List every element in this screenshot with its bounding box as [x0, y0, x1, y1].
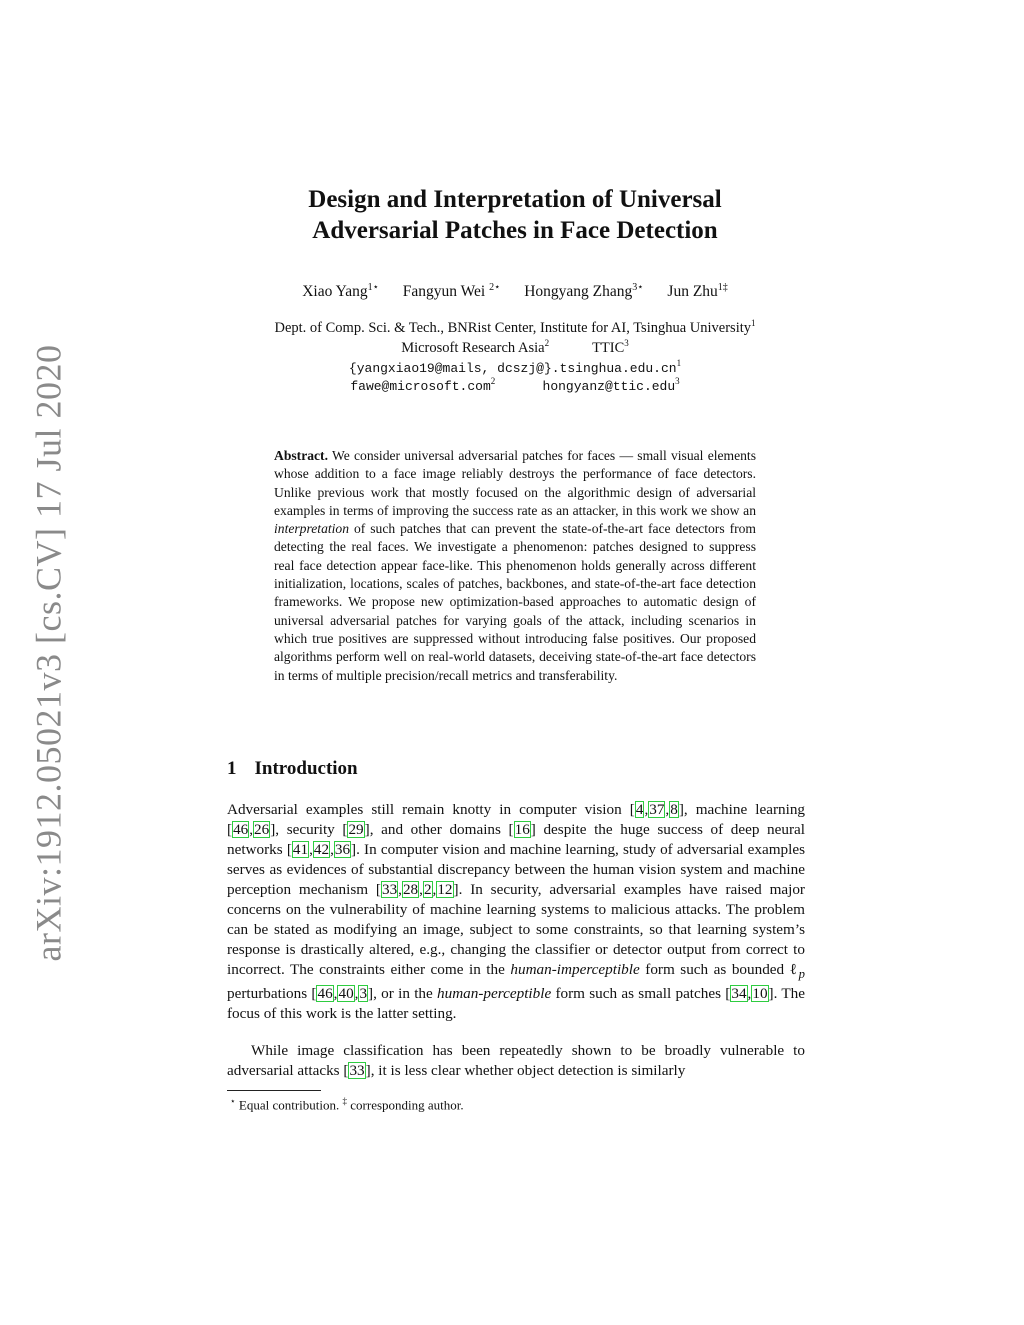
arxiv-side-stamp [28, 344, 68, 961]
abstract: Abstract. We consider universal adversarial patches for faces — small visual elements whose addition to a face image reliably destroys the performance of face detectors. Unlike previous work that mostly focused on the algorithmic design of adversarial examples in terms of improving the success rate as an attacker, in this work we show an interpretation of such patches that can prevent the state-of-the-art face detectors from detecting the real faces. We investigate a phenomenon: patches designed to suppress real face detection appear face-like. This phenomenon holds generally across different initialization, locations, scales of patches, backbones, and state-of-the-art face detection frameworks. We propose new optimization-based approaches to automatic design of universal adversarial patches for varying goals of the attack, including scenarios in which true positives are suppressed without introducing false positives. Our proposed algorithms perform well on real-world datasets, deceiving state-of-the-art face detectors in terms of multiple precision/recall metrics and transferability. [274, 448, 757, 683]
citation-link[interactable]: 36 [334, 841, 351, 858]
citation-link[interactable]: 29 [348, 821, 364, 838]
arxiv-identifier: arXiv:1912.05021v3 [cs.CV] 17 Jul 2020 [28, 344, 68, 961]
citation-link[interactable]: 40 [338, 985, 354, 1003]
citation-link[interactable]: 10 [752, 985, 768, 1003]
intro-paragraph-2: While image classification has been repeatedly shown to be broadly vulnerable to adversarial attacks [33], it is less clear whether object detection is similarly [227, 1042, 805, 1079]
footnote: ⋆ Equal contribution. ‡ corresponding author. [230, 1096, 464, 1113]
citation-link[interactable]: 41 [292, 841, 309, 858]
citation-link[interactable]: 26 [254, 821, 270, 838]
author: Fangyun Wei $^{2⋆}$ [402, 282, 501, 301]
citation-link[interactable]: 34 [731, 985, 747, 1003]
author: Jun Zhu$^{1\ddagger}$ [667, 282, 728, 301]
citation-link[interactable]: 2 [423, 881, 432, 898]
email-msra-ttic: fawe@microsoft.com$^2$ hongyanz@ttic.edu$^3$ [350, 376, 680, 394]
author: Xiao Yang$^{1⋆}$ [302, 282, 379, 301]
abstract-label: Abstract. [274, 448, 328, 463]
citation-link[interactable]: 16 [514, 821, 530, 838]
affiliation-msra-ttic: Microsoft Research Asia$^2$ TTIC$^3$ [401, 338, 629, 356]
author: Hongyang Zhang$^{3⋆}$ [524, 282, 644, 301]
citation-link[interactable]: 12 [437, 881, 453, 898]
footnote-rule [227, 1090, 321, 1091]
paper-title [200, 184, 830, 246]
citation-link[interactable]: 33 [349, 1062, 365, 1079]
citation-link[interactable]: 46 [233, 821, 249, 838]
citation-link[interactable]: 28 [402, 881, 419, 898]
citation-link[interactable]: 42 [313, 841, 330, 858]
section-heading-introduction: 1 Introduction [227, 758, 358, 779]
title-line-2: Adversarial Patches in Face Detection [312, 217, 718, 244]
citation-link[interactable]: 33 [381, 881, 398, 898]
intro-paragraph-1: Adversarial examples still remain knotty in computer vision [4,37,8], machine learning [46,26], security [29], and other domains [16] despite the huge success of deep neural networks [41,42,36]. In computer vision and machine learning, study of adversarial examples serves as evidences of substantial discrepancy between the human vision system and machine perception mechanism [33,28,2,12]. In security, adversarial examples have raised major concerns on the vulnerability of machine learning systems to malicious attacks. The problem can be stated as modifying an image, subject to some constraints, so that learning system’s response is drastically altered, e.g., changing the classifier or detector output from correct to incorrect. The constraints either come in the human-imperceptible form such as bounded ℓ$_p$ perturbations [46,40,3], or in the human-perceptible form such as small patches [34,10]. The focus of this work is the latter setting. [227, 801, 806, 1023]
citation-link[interactable]: 3 [359, 985, 368, 1003]
citation-link[interactable]: 46 [317, 985, 333, 1003]
email-tsinghua: {yangxiao19@mails, $dcszj@\}.tsinghua.edu.cn^1$ [348, 358, 682, 376]
citation-link[interactable]: 8 [670, 801, 678, 818]
affiliation-tsinghua: Dept. of Comp. Sci. & Tech., BNRist Center, Institute for AI, Tsinghua University$^1$ [274, 318, 756, 336]
author-list [200, 282, 830, 301]
citation-link[interactable]: 4 [635, 801, 644, 818]
title-line-1: Design and Interpretation of Universal [308, 186, 722, 213]
citation-link[interactable]: 37 [649, 801, 665, 818]
